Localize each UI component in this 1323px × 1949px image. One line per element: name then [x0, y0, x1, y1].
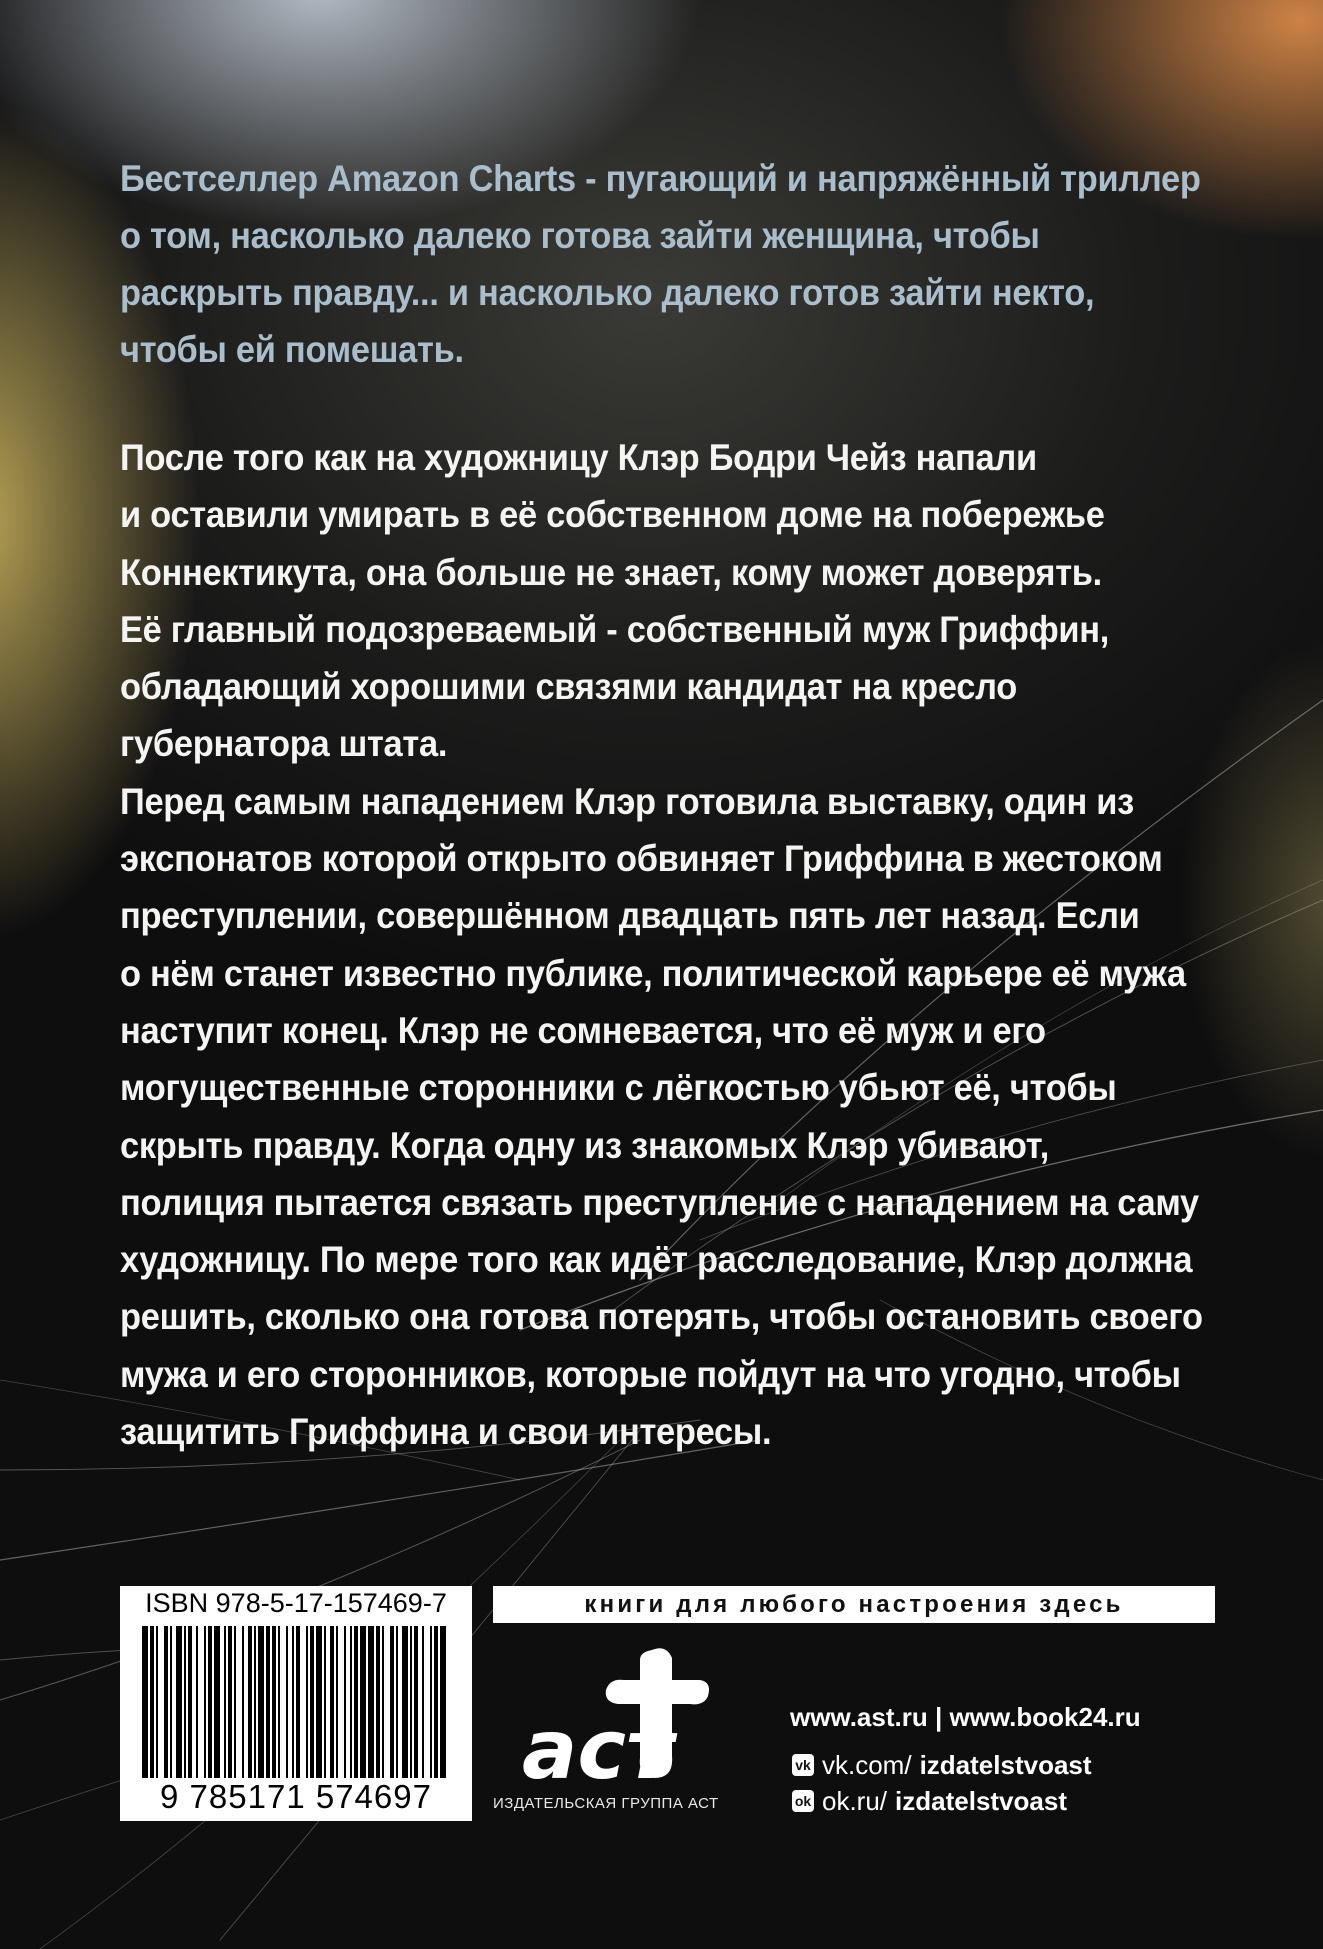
- social-prefix: ok.ru/: [822, 1785, 888, 1816]
- ok-icon: ok: [792, 1790, 814, 1812]
- website-links[interactable]: www.ast.ru | www.book24.ru: [790, 1702, 1141, 1732]
- barcode-digits: 9 785171 574697: [160, 1778, 432, 1815]
- tagline: [120, 150, 1201, 378]
- slogan-banner: книги для любого настроения здесь: [493, 1586, 1215, 1623]
- social-handle: izdatelstvoast: [919, 1749, 1092, 1780]
- description-line: наступит конец. Клэр не сомневается, что её муж и его: [120, 1009, 1046, 1051]
- book-description: [120, 429, 1203, 1460]
- description-line: После того как на художницу Клэр Бодри Чейз напали: [120, 437, 1037, 478]
- social-handle: izdatelstvoast: [895, 1785, 1067, 1816]
- tagline-line: Бестселлер Amazon Charts - пугающий и напряжённый триллер: [120, 158, 1201, 199]
- ast-logo-icon: [522, 1640, 722, 1790]
- description-line: экспонатов которой открыто обвиняет Гриффина в жестоком: [120, 838, 1163, 880]
- description-line: губернатора штата.: [120, 723, 448, 765]
- vk-icon: vk: [792, 1754, 814, 1776]
- social-prefix: vk.com/: [822, 1749, 912, 1780]
- tagline-line: раскрыть правду... и насколько далеко готов зайти некто,: [120, 272, 1095, 313]
- social-link-ok[interactable]: [792, 1786, 1067, 1816]
- description-line: защитить Гриффина и свои интересы.: [120, 1411, 772, 1453]
- tagline-line: чтобы ей помешать.: [120, 329, 464, 370]
- description-line: скрыть правду. Когда одну из знакомых Клэр убивают,: [120, 1124, 1050, 1166]
- description-line: преступлении, совершённом двадцать пять лет назад. Если: [120, 895, 1140, 937]
- description-line: могущественные сторонники с лёгкостью убьют её, чтобы: [120, 1067, 1117, 1109]
- description-line: Её главный подозреваемый - собственный муж Гриффин,: [120, 608, 1110, 650]
- description-line: Коннектикута, она больше не знает, кому может доверять.: [120, 551, 1102, 593]
- publisher-name: ИЗДАТЕЛЬСКАЯ ГРУППА АСТ: [493, 1795, 719, 1812]
- description-line: о нём станет известно публике, политической карьере её мужа: [120, 952, 1186, 994]
- description-line: мужа и его сторонников, которые пойдут на что угодно, чтобы: [120, 1353, 1181, 1395]
- social-link-vk[interactable]: [792, 1750, 1092, 1780]
- description-line: Перед самым нападением Клэр готовила выставку, один из: [120, 780, 1135, 822]
- description-line: обладающий хорошими связями кандидат на кресло: [120, 666, 1017, 708]
- description-line: решить, сколько она готова потерять, чтобы остановить своего: [120, 1296, 1203, 1338]
- barcode-panel: [120, 1586, 472, 1821]
- isbn-label: ISBN 978-5-17-157469-7: [145, 1588, 447, 1618]
- description-line: и оставили умирать в её собственном доме на побережье: [120, 494, 1105, 536]
- description-line: художницу. По мере того как идёт расследование, Клэр должна: [120, 1239, 1193, 1281]
- svg-text:аст: аст: [522, 1703, 674, 1790]
- tagline-line: о том, насколько далеко готова зайти женщина, чтобы: [120, 215, 1040, 256]
- barcode-icon: [142, 1626, 450, 1778]
- description-line: полиция пытается связать преступление с нападением на саму: [120, 1181, 1199, 1223]
